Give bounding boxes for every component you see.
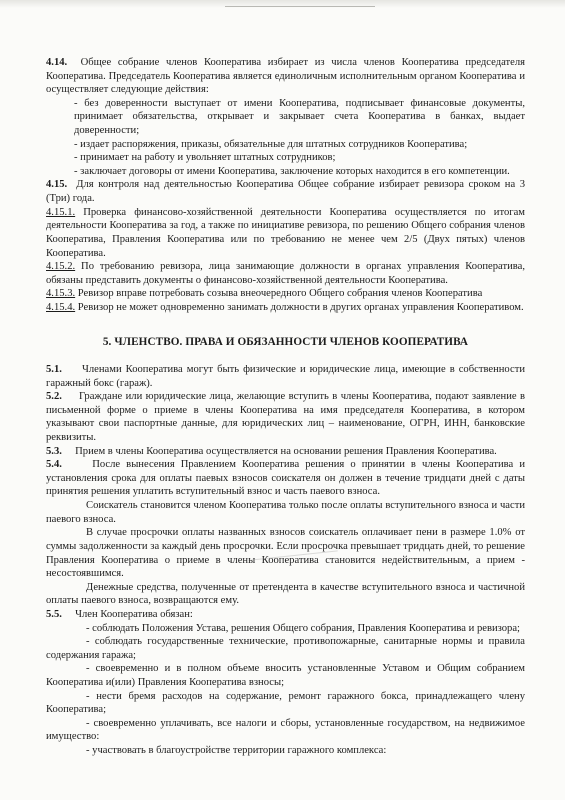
list-item: - без доверенности выступает от имени Кооператива, подписывает финансовые документы, принимает обязательства, открывает и закрывает счета Кооператива в банках, выдает доверенности; — [74, 97, 525, 137]
clause-text: Ревизор не может одновременно занимать должности в других органах управления Кооперативом. — [75, 301, 524, 313]
paragraph: В случае просрочки оплаты названных взносов соискатель оплачивает пени в размере 1.0% от суммы задолженности за каждый день просрочки. Если просрочка превышает тридцать дней, то решение Правления Кооператива о приеме в члены Кооператива становится недействительным, а прием - несостоявшимся. — [46, 527, 525, 580]
clause-number: 4.15.4. — [46, 301, 76, 313]
clause-5-5 — [46, 608, 525, 622]
clause-number: 5.1. — [46, 363, 62, 375]
clause-text: Прием в члены Кооператива осуществляется на основании решения Правления Кооператива. — [75, 445, 497, 457]
paragraph: Денежные средства, полученные от претендента в качестве вступительного взноса и частичной оплаты паевого взноса, возвращаются ему. — [46, 581, 525, 607]
paragraph: Соискатель становится членом Кооператива только после оплаты вступительного взноса и части паевого взноса. — [46, 500, 525, 525]
list-item: - своевременно и в полном объеме вносить установленные Уставом и Общим собранием Кооператива и(или) Правления Кооператива взносы; — [46, 663, 525, 688]
clause-number: 4.15.1. — [46, 206, 76, 218]
section-heading: 5. ЧЛЕНСТВО. ПРАВА И ОБЯЗАННОСТИ ЧЛЕНОВ КООПЕРАТИВА — [102, 335, 469, 348]
clause-text: Для контроля над деятельностью Кооператива Общее собрание избирает ревизора сроком на 3 (Три) года. — [46, 179, 525, 205]
clause-number: 4.15.3. — [46, 288, 76, 300]
clause-5-2 — [46, 390, 525, 444]
clause-4-15-4 — [46, 301, 525, 315]
clause-text: Членами Кооператива могут быть физические и юридические лица, имеющие в собственности гаражный бокс (гараж). — [46, 363, 525, 389]
clause-number: 4.14. — [46, 57, 68, 68]
clause-text: Член Кооператива обязан: — [75, 608, 193, 620]
list-item: - участвовать в благоустройстве территории гаражного комплекса: — [86, 745, 387, 757]
list-item: - соблюдать Положения Устава, решения Общего собрания, Правления Кооператива и ревизора; — [86, 622, 520, 634]
clause-4-15-3 — [46, 287, 525, 301]
list-item: - своевременно уплачивать, все налоги и сборы, установленные государством, на недвижимое имущество: — [46, 717, 525, 743]
scan-mark — [225, 6, 375, 7]
list-item: - принимает на работу и увольняет штатных сотрудников; — [74, 152, 336, 164]
clause-number: 4.15. — [46, 179, 68, 191]
clause-4-15-1 — [46, 206, 525, 260]
list-item: - нести бремя расходов на содержание, ремонт гаражного бокса, принадлежащего члену Кооператива; — [46, 690, 525, 716]
clause-5-4 — [46, 458, 525, 499]
clause-4-15 — [46, 178, 525, 205]
clause-number: 5.3. — [46, 445, 62, 457]
clause-text: После вынесения Правлением Кооператива решения о принятии в члены Кооператива и установления срока для оплаты паевых взносов соискателя он должен в течение тридцати дней с даты принятия решения уплатить вступительный взнос и часть паевого взноса. — [46, 459, 525, 498]
list-item: - соблюдать государственные технические, противопожарные, санитарные нормы и правила содержания гаража; — [46, 636, 525, 661]
list-item: - заключает договоры от имени Кооператива, заключение которых находится в его компетенции. — [74, 165, 510, 177]
clause-text: Проверка финансово-хозяйственной деятельности Кооператива осуществляется по итогам деятельности Кооператива за год, а также по инициативе ревизора, по решению Общего собрания членов Кооператива, Правления Кооператива или по требованию не менее чем 2/5 (Двух пятых) членов Кооператива. — [46, 206, 525, 259]
clause-number: 5.2. — [46, 391, 62, 403]
clause-number: 5.4. — [46, 459, 62, 471]
clause-text: По требованию ревизора, лица занимающие должности в органах управления Кооператива, обязаны представить документы о финансово-хозяйственной деятельности Кооператива. — [46, 261, 525, 286]
clause-5-1 — [46, 363, 525, 390]
clause-number: 4.15.2. — [46, 261, 76, 273]
clause-text: Граждане или юридические лица, желающие вступить в члены Кооператива, подают заявление в письменной форме о приеме в члены Кооператива на имя председателя Кооператива, в котором указывают свои паспортные данные, для юридических лиц – наименование, ОГРН, ИНН, банковские реквизиты. — [46, 391, 526, 444]
clause-text: Ревизор вправе потребовать созыва внеочередного Общего собрания членов Кооператива — [75, 288, 483, 300]
clause-text: Общее собрание членов Кооператива избирает из числа членов Кооператива председателя Кооператива. Председатель Кооператива является единоличным исполнительным органом Кооператива и осуществляет следующие действия: — [46, 57, 525, 96]
clause-5-3 — [46, 445, 525, 459]
clause-4-14 — [46, 56, 525, 97]
clause-number: 5.5. — [46, 608, 62, 620]
list-item: - издает распоряжения, приказы, обязательные для штатных сотрудников Кооператива; — [74, 138, 468, 150]
clause-4-15-2 — [46, 260, 525, 287]
